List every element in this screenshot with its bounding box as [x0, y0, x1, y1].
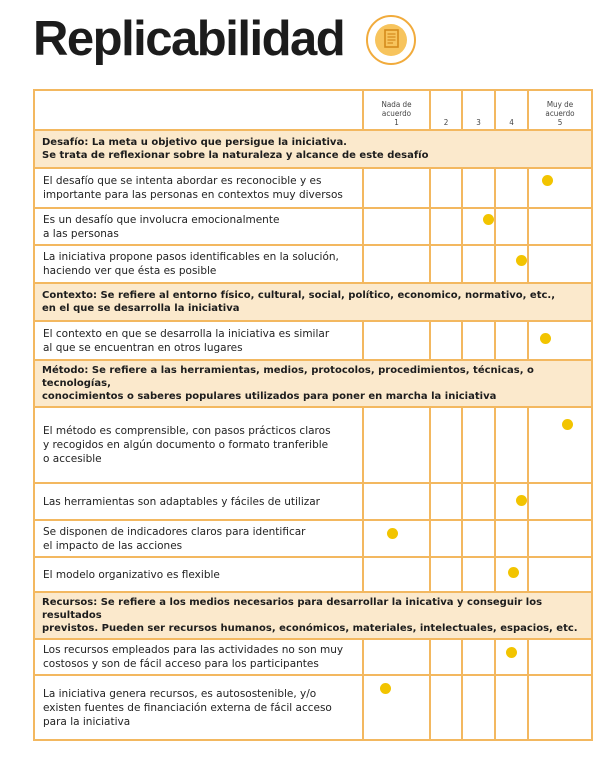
rating-cell-5[interactable]	[528, 168, 592, 208]
criterion-line: El desafío que se intenta abordar es reconocible y es	[43, 175, 322, 187]
rating-cell-2[interactable]	[430, 557, 462, 592]
rating-cell-1[interactable]	[363, 639, 430, 675]
rating-marker	[542, 175, 553, 186]
section-row	[34, 130, 592, 168]
rating-cell-3[interactable]	[462, 245, 495, 283]
criterion-line: haciendo ver que ésta es posible	[43, 265, 217, 277]
criterion-text	[34, 483, 363, 520]
rating-marker	[387, 528, 398, 539]
page-title: Replicabilidad	[33, 12, 345, 66]
criterion-text	[34, 208, 363, 245]
scale-2-number: 2	[443, 118, 449, 127]
criterion-text	[34, 520, 363, 557]
section-heading-line: Se trata de reflexionar sobre la naturaleza y alcance de este desafío	[42, 150, 429, 161]
rating-cell-1[interactable]	[363, 245, 430, 283]
section-heading	[34, 130, 592, 168]
scale-2-header	[430, 90, 462, 130]
rating-cell-2[interactable]	[430, 407, 462, 483]
rating-marker	[483, 214, 494, 225]
scale-5-line1: Muy de	[546, 100, 574, 109]
rating-cell-3[interactable]	[462, 675, 495, 740]
evaluation-table	[33, 89, 593, 741]
criterion-line: Se disponen de indicadores claros para identificar	[43, 525, 306, 538]
rating-cell-2[interactable]	[430, 245, 462, 283]
section-heading-line: conocimientos o saberes populares utilizados para poner en marcha la iniciativa	[42, 391, 497, 402]
criterion-text	[34, 245, 363, 283]
criterion-line: y recogidos en algún documento o formato tranferible	[43, 439, 329, 451]
criterion-line: a las personas	[43, 227, 119, 240]
criterion-text	[34, 675, 363, 740]
scale-header-row	[34, 90, 592, 130]
table-body	[34, 130, 592, 740]
scale-5-line2: acuerdo	[545, 109, 575, 118]
criterion-line: o accesible	[43, 453, 102, 465]
section-heading-line: Método: Se refiere a las herramientas, medios, protocolos, procedimientos, técnicas, o tecnologías,	[42, 365, 534, 389]
criterion-text	[34, 557, 363, 592]
rating-cell-5[interactable]	[528, 208, 592, 245]
rating-cell-3[interactable]	[462, 557, 495, 592]
rating-cell-5[interactable]	[528, 483, 592, 520]
rating-cell-3[interactable]	[462, 168, 495, 208]
rating-cell-1[interactable]	[363, 407, 430, 483]
document-badge	[366, 15, 416, 65]
criterion-row	[34, 168, 592, 208]
rating-cell-2[interactable]	[430, 483, 462, 520]
rating-cell-4[interactable]	[495, 639, 528, 675]
criterion-line: costosos y son de fácil acceso para los participantes	[43, 658, 319, 670]
rating-cell-3[interactable]	[462, 639, 495, 675]
criterion-row	[34, 557, 592, 592]
rating-cell-1[interactable]	[363, 168, 430, 208]
scale-1-line2: acuerdo	[381, 109, 412, 118]
rating-cell-3[interactable]	[462, 321, 495, 360]
rating-cell-5[interactable]	[528, 520, 592, 557]
rating-marker	[516, 255, 527, 266]
rating-marker	[508, 567, 519, 578]
rating-cell-4[interactable]	[495, 407, 528, 483]
section-heading-line: previstos. Pueden ser recursos humanos, económicos, materiales, intelectuales, espacios, etc.	[42, 623, 578, 634]
document-icon	[368, 17, 414, 63]
criterion-line: La iniciativa propone pasos identificables en la solución,	[43, 251, 339, 263]
scale-1-header	[363, 90, 430, 130]
scale-3-number: 3	[476, 118, 481, 127]
section-row	[34, 360, 592, 407]
criterion-line: La iniciativa genera recursos, es autosostenible, y/o	[43, 687, 317, 700]
rating-cell-4[interactable]	[495, 520, 528, 557]
rating-cell-3[interactable]	[462, 407, 495, 483]
rating-cell-3[interactable]	[462, 520, 495, 557]
criterion-line: al que se encuentran en otros lugares	[43, 341, 243, 354]
scale-1-line1: Nada de	[381, 100, 412, 109]
section-heading-line: Recursos: Se refiere a los medios necesarios para desarrollar la inicativa y conseguir los resultados	[42, 597, 543, 621]
criterion-line: Las herramientas son adaptables y fáciles de utilizar	[43, 495, 321, 508]
section-heading	[34, 283, 592, 321]
section-heading	[34, 360, 592, 407]
criterion-line: El contexto en que se desarrolla la iniciativa es similar	[43, 327, 330, 340]
criterion-text	[34, 407, 363, 483]
criterion-line: El modelo organizativo es flexible	[43, 568, 220, 581]
scale-3-header	[462, 90, 495, 130]
criterion-row	[34, 321, 592, 360]
scale-5-header	[528, 90, 592, 130]
rating-cell-5[interactable]	[528, 675, 592, 740]
rating-cell-5[interactable]	[528, 245, 592, 283]
scale-5-number: 5	[557, 118, 563, 127]
section-heading-line: Desafío: La meta u objetivo que persigue la iniciativa.	[42, 137, 347, 148]
rating-cell-4[interactable]	[495, 321, 528, 360]
rating-cell-1[interactable]	[363, 675, 430, 740]
criterion-line: importante para las personas en contextos muy diversos	[43, 189, 343, 201]
criterion-row	[34, 245, 592, 283]
criterion-text	[34, 168, 363, 208]
rating-marker	[562, 419, 573, 430]
criterion-row	[34, 483, 592, 520]
criterion-line: Es un desafío que involucra emocionalmente	[43, 213, 280, 226]
rating-cell-1[interactable]	[363, 321, 430, 360]
rating-cell-4[interactable]	[495, 168, 528, 208]
rating-cell-1[interactable]	[363, 208, 430, 245]
rating-cell-1[interactable]	[363, 483, 430, 520]
criterion-text	[34, 639, 363, 675]
rating-cell-4[interactable]	[495, 557, 528, 592]
criterion-row	[34, 407, 592, 483]
rating-cell-4[interactable]	[495, 675, 528, 740]
rating-cell-5[interactable]	[528, 639, 592, 675]
rating-cell-5[interactable]	[528, 321, 592, 360]
rating-marker	[506, 647, 517, 658]
rating-cell-5[interactable]	[528, 407, 592, 483]
criterion-line: El método es comprensible, con pasos prácticos claros	[43, 425, 331, 437]
rating-cell-3[interactable]	[462, 483, 495, 520]
rating-cell-4[interactable]	[495, 208, 528, 245]
scale-4-number: 4	[509, 118, 514, 127]
rating-cell-2[interactable]	[430, 675, 462, 740]
rating-marker	[516, 495, 527, 506]
criterion-row	[34, 520, 592, 557]
rating-marker	[540, 333, 551, 344]
scale-4-header	[495, 90, 528, 130]
rating-cell-1[interactable]	[363, 557, 430, 592]
rating-marker	[380, 683, 391, 694]
criterion-row	[34, 208, 592, 245]
criterion-text	[34, 321, 363, 360]
rating-cell-2[interactable]	[430, 208, 462, 245]
rating-cell-1[interactable]	[363, 520, 430, 557]
criterion-line: el impacto de las acciones	[43, 539, 183, 552]
criterion-row	[34, 639, 592, 675]
rating-cell-4[interactable]	[495, 483, 528, 520]
rating-cell-5[interactable]	[528, 557, 592, 592]
rating-cell-2[interactable]	[430, 639, 462, 675]
criterion-line: Los recursos empleados para las actividades no son muy	[43, 644, 344, 656]
scale-1-number: 1	[394, 118, 399, 127]
rating-cell-2[interactable]	[430, 168, 462, 208]
section-heading-line: en el que se desarrolla la iniciativa	[42, 303, 240, 314]
criteria-header-cell	[34, 90, 363, 130]
section-heading	[34, 592, 592, 639]
criterion-row	[34, 675, 592, 740]
section-row	[34, 592, 592, 639]
rating-cell-4[interactable]	[495, 245, 528, 283]
rating-cell-3[interactable]	[462, 208, 495, 245]
criterion-line: existen fuentes de financiación externa de fácil acceso	[43, 701, 332, 714]
criterion-line: para la iniciativa	[43, 715, 131, 728]
rating-cell-2[interactable]	[430, 321, 462, 360]
section-row	[34, 283, 592, 321]
rating-cell-2[interactable]	[430, 520, 462, 557]
section-heading-line: Contexto: Se refiere al entorno físico, cultural, social, político, economico, normativo, etc.,	[42, 290, 556, 301]
